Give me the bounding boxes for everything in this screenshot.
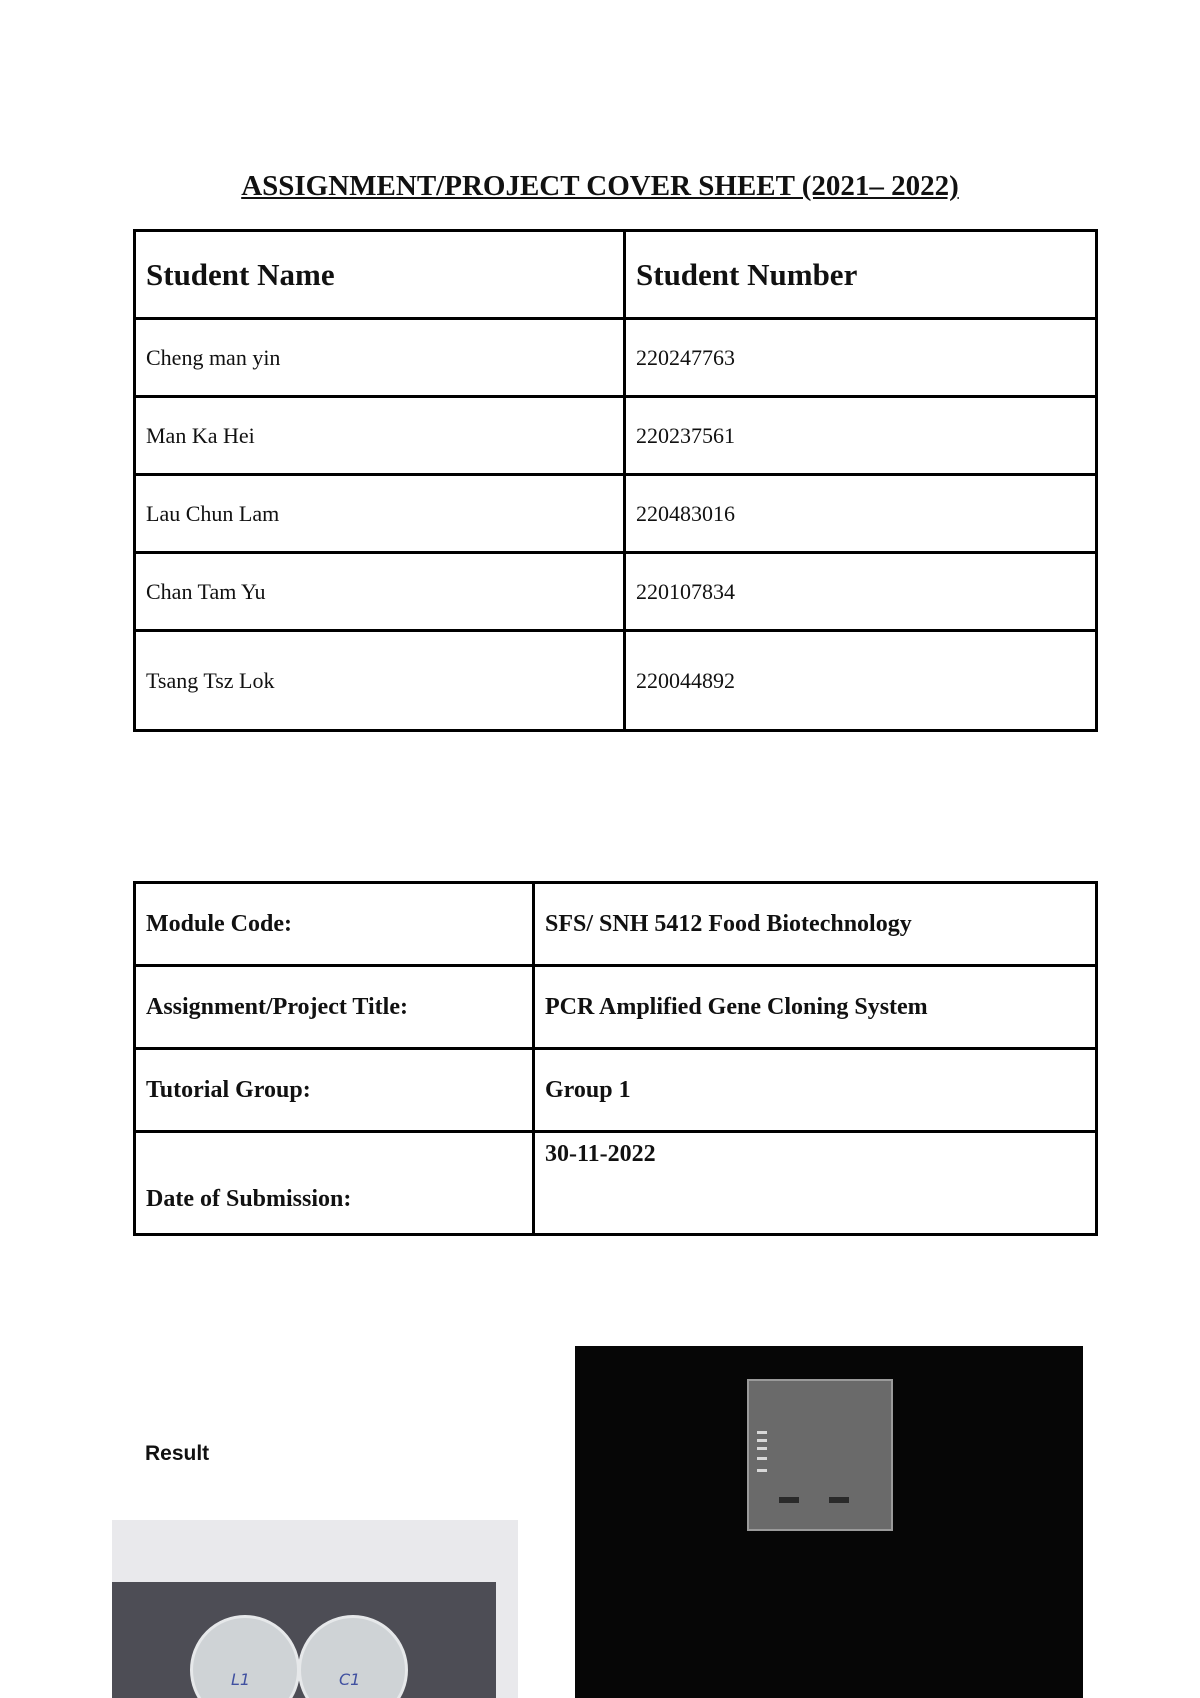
tutorial-group-value: Group 1	[534, 1049, 1097, 1132]
module-code-label: Module Code:	[135, 883, 534, 966]
module-info-table	[133, 881, 1098, 1236]
student-number-cell: 220483016	[625, 475, 1097, 553]
table-row	[135, 475, 1097, 553]
module-code-value: SFS/ SNH 5412 Food Biotechnology	[534, 883, 1097, 966]
project-title-row	[135, 966, 1097, 1049]
student-number-cell: 220237561	[625, 397, 1097, 475]
submission-date-label: Date of Submission:	[135, 1132, 534, 1235]
gel-band	[829, 1497, 849, 1503]
student-name-cell: Chan Tam Yu	[135, 553, 625, 631]
table-row	[135, 631, 1097, 731]
student-name-cell: Tsang Tsz Lok	[135, 631, 625, 731]
student-number-cell: 220044892	[625, 631, 1097, 731]
table-header-row	[135, 231, 1097, 319]
petri-dishes-photo	[112, 1520, 518, 1698]
table-row	[135, 553, 1097, 631]
project-title-value: PCR Amplified Gene Cloning System	[534, 966, 1097, 1049]
submission-date-value: 30-11-2022	[534, 1132, 1097, 1235]
plate-label: C1	[339, 1670, 361, 1689]
student-number-cell: 220107834	[625, 553, 1097, 631]
submission-date-row	[135, 1132, 1097, 1235]
table-row	[135, 397, 1097, 475]
ladder-band	[757, 1447, 767, 1450]
header-student-number: Student Number	[625, 231, 1097, 319]
ladder-band	[757, 1439, 767, 1442]
ladder-band	[757, 1457, 767, 1460]
student-number-cell: 220247763	[625, 319, 1097, 397]
header-student-name: Student Name	[135, 231, 625, 319]
student-name-cell: Cheng man yin	[135, 319, 625, 397]
table-row	[135, 319, 1097, 397]
gel-band	[779, 1497, 799, 1503]
students-table	[133, 229, 1098, 732]
ladder-band	[757, 1431, 767, 1434]
student-name-cell: Lau Chun Lam	[135, 475, 625, 553]
agarose-gel	[747, 1379, 893, 1531]
plate-label: L1	[231, 1670, 251, 1689]
gel-electrophoresis-photo	[575, 1346, 1083, 1698]
student-name-cell: Man Ka Hei	[135, 397, 625, 475]
module-code-row	[135, 883, 1097, 966]
tutorial-group-row	[135, 1049, 1097, 1132]
result-heading: Result	[145, 1442, 210, 1465]
tutorial-group-label: Tutorial Group:	[135, 1049, 534, 1132]
project-title-label: Assignment/Project Title:	[135, 966, 534, 1049]
page-title: ASSIGNMENT/PROJECT COVER SHEET (2021– 2022)	[241, 170, 959, 202]
ladder-band	[757, 1469, 767, 1472]
